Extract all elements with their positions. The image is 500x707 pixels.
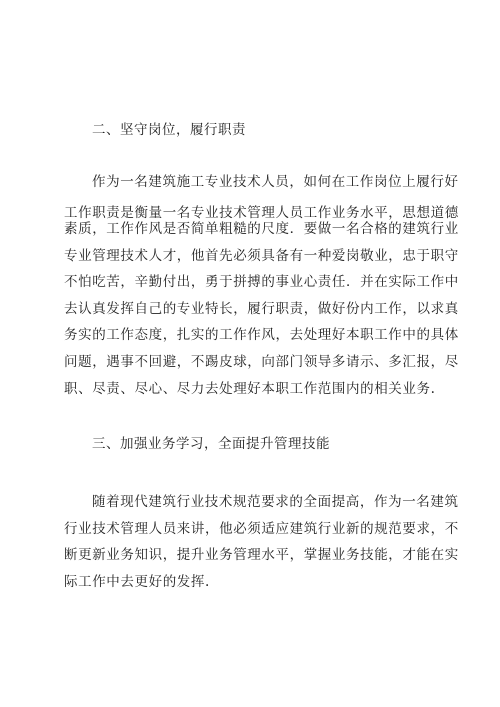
paragraph-line: 问题，遇事不回避，不踢皮球，向部门领导多请示、多汇报，尽 (64, 354, 459, 370)
paragraph-line: 际工作中去更好的发挥. (64, 574, 210, 590)
paragraph-line: 断更新业务知识，提升业务管理水平，掌握业务技能，才能在实 (64, 547, 459, 563)
paragraph-line: 专业管理技术人才，他首先必须具备有一种爱岗敬业，忠于职守 (64, 248, 459, 264)
paragraph-line: 作为一名建筑施工专业技术人员，如何在工作岗位上履行好 (92, 174, 459, 190)
paragraph-line: 素质，工作作风是否简单粗糙的尺度．要做一名合格的建筑行业 (64, 221, 459, 237)
paragraph-line: 行业技术管理人员来讲，他必须适应建筑行业新的规范要求，不 (64, 521, 459, 537)
paragraph-line: 职、尽责、尽心、尽力去处理好本职工作范围内的相关业务. (64, 381, 436, 397)
paragraph-line: 去认真发挥自己的专业特长，履行职责，做好份内工作，以求真 (64, 301, 459, 317)
section-2-heading: 二、坚守岗位，履行职责 (92, 122, 246, 138)
paragraph-line: 工作职责是衡量一名专业技术管理人员工作业务水平，思想道德 (64, 205, 459, 221)
paragraph-line: 务实的工作态度，扎实的工作作风，去处理好本职工作中的具体 (64, 327, 459, 343)
section-3-heading: 三、加强业务学习，全面提升管理技能 (92, 436, 330, 452)
paragraph-line: 不怕吃苦，辛勤付出，勇于拼搏的事业心责任．并在实际工作中 (64, 274, 459, 290)
paragraph-line: 随着现代建筑行业技术规范要求的全面提高，作为一名建筑 (92, 494, 459, 510)
